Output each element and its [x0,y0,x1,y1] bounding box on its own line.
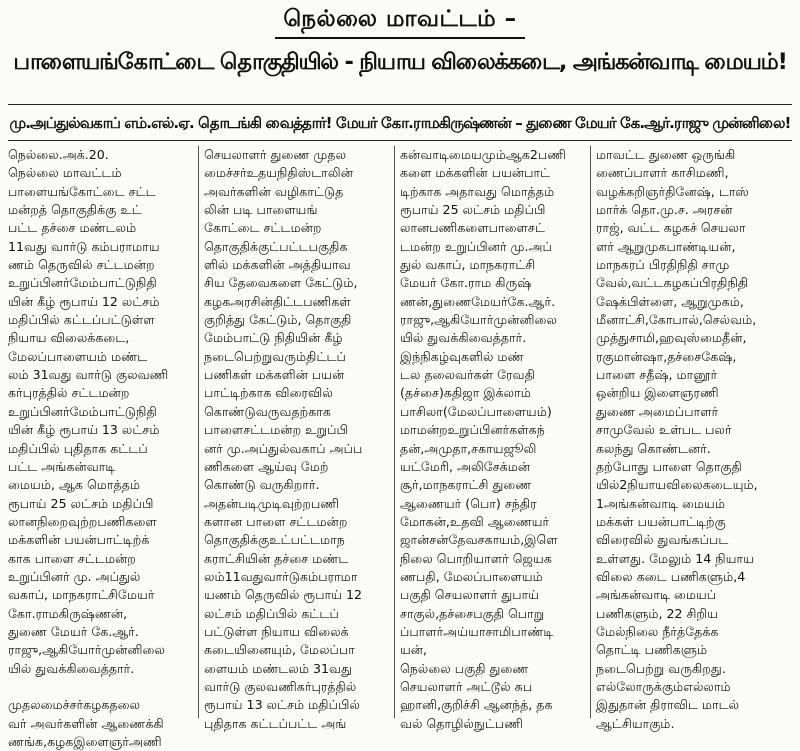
article-line: லானபணிகளைபாளைசட் [400,220,545,236]
article-line: யன், [400,642,428,658]
article-line: நெல்லை மாவட்டம் [8,165,122,181]
article-line: அவர்களின் வழிகாட்டுத [204,183,344,199]
article-line: மேயர் கோ.ராம கிருஷ் [400,275,532,291]
article-line: வகாப், மாநகராட்சிமேயர் [8,587,155,603]
rule-bottom [8,140,792,141]
article-line: சாகுல்,தச்சைபகுதி பொறு [400,605,545,621]
article-line: ணிகளை ஆய்வு மேற் [204,458,329,474]
article-line: லின் படி பாளையங் [204,202,318,218]
article-line [8,678,190,696]
article-line: செயலாளர் துணை முதல [204,147,347,162]
article-line: துணை அமைப்பாளர் [596,403,719,419]
article-line: நெல்லை பகுதி துணை [400,660,529,676]
article-line: கன்வாடிமையமும்ஆக2பணி [400,147,566,162]
article-line: ணபதி, மேலப்பாளையம் [400,568,543,584]
article-line: கொண்டு வருகிறார். [204,477,320,493]
article-line: பட்ட தச்சை மண்டலம் [8,220,137,236]
article-line: ஒன்றிய இளைஞரணி [596,385,719,401]
article-line: மக்களின் பயன்பாட்டிற்க் [8,532,150,548]
article-line: பட்ட அங்கன்வாடி [8,458,116,474]
section-kicker [0,6,800,39]
article-line: இதுதான் திராவிட மாடல் [596,697,740,713]
article-line: ணைப்பாளர் காசிமணி, [596,165,729,181]
article-line: செயலாளர் அட்டூல் சுப [400,678,533,694]
article-line: மார்க் தொ.மு.ச. அரசன் [596,202,733,218]
article-line: மோகன்,உதவி ஆணையர் [400,513,550,529]
article-line: சூர்,மாநகராட்சி துணை [400,477,532,493]
article-line: அங்கன்வாடி மையப் [596,587,717,603]
article-line: அதன்படிமுடிவுற்றபணி [204,495,340,511]
article-line: விலை கடை பணிகளும்,4 [596,568,746,584]
article-line: சாமுவேல் உள்பட பலர் [596,422,732,438]
article-line: களான பாளை சட்டமன்ற [204,513,348,529]
article-line: உறுப்பினர்மேம்பாட்டுநிதி [8,275,157,291]
article-line: ராஜ், வட்ட கழகச் செயலா [596,220,746,236]
article-line: னர் மு.அப்துல்வகாப் அப்ப [204,440,363,456]
article-line: மைச்சர்உதயநிதிஸ்டாலின் [204,165,353,181]
article-line: ணம் தெருவில் சட்டமன்ற [8,257,155,273]
article-line: மாவட்ட துணை ஒருங்கி [596,147,736,162]
article-line: கராட்சியின் தச்சை மண்ட [204,550,349,566]
article-line: ப்பாளர்அய்யாசாமிபாண்டி [400,623,554,639]
article-line: பாளை சதீஷ், மானூர் [596,367,718,383]
article-line: லம்11வதுவார்டுகம்பராமா [204,568,358,584]
article-line: கலந்து கொண்டனர். [596,440,711,456]
kicker-text: நெல்லை மாவட்டம் – [275,6,524,39]
article-line: யில்2நியாயவிலைகடையும், [596,477,758,493]
article-line: நியாய விலைக்கடை, [8,330,130,346]
article-line: ளில் மக்களின் அத்தியாவ [204,257,351,273]
article-line: மதிப்பில் கட்டப்பட்டுள்ள [8,312,155,328]
article-line: இந்நிகழ்வுகளில் மண் [400,348,524,364]
article-line: முதலமைச்சர்கழகதலை [8,697,141,713]
article-line: ணங்க,கழகஇளைஞர்அணி [8,734,162,749]
article-line: தொகுதிக்குஉட்பட்டமாந [204,532,345,548]
article-line: பாசிலா(மேலப்பாளையம்) [400,403,552,419]
article-line: பாளையங்கோட்டை சட்ட [8,183,156,199]
article-line: வார்டு குலவணிகர்புரத்தில் [204,678,357,694]
article-line: தன்,அமுதா,சகாயஜூலி [400,440,537,456]
article-line: பட்டுள்ள நியாய விலைக் [204,623,349,639]
article-line: கோட்டை சட்டமன்ற [204,220,322,236]
article-line: எல்லோருக்கும்எல்லாம் [596,678,731,694]
article-line: நடைபெற்றுவரும்திட்டப் [204,348,346,364]
article-line: கடையினையும், மேலப்பா [204,642,355,658]
article-line: கர்புரத்தில் சட்டமன்ற [8,385,130,401]
article-line: யின் கீழ் ரூபாய் 12 லட்சம் [8,293,160,309]
article-column-4 [596,146,778,731]
article-line: யில் துவக்கிவைத்தார். [400,330,527,346]
article-line: பணிகள் மக்களின் பயன் [204,367,345,383]
article-line: உறுப்பினர் மு. அப்துல் [8,568,141,584]
article-line: 1அங்கன்வாடி மையம் [596,495,725,511]
article-line: ஆட்சியாகும். [596,715,675,731]
article-line: டல தலைவர்கள் ரேவதி [400,367,535,383]
article-line: காக பாளை சட்டமன்ற [8,550,136,566]
article-line: வல் தொழில்நுட்பணி [400,715,523,731]
article-line: ரூபாய் 25 லட்சம் மதிப்பி [400,202,546,218]
article-line: மன்றத் தொகுதிக்கு உட் [8,202,142,218]
article-line: ளர் ஆறுமுகபாண்டியன், [596,238,736,254]
article-line: மேல்நிலை நீர்த்தேக்க [596,623,719,639]
article-line: தொகுதிக்குட்பட்டபகுதிக [204,238,348,254]
headline: பாளையங்கோட்டை தொகுதியில் - நியாய விலைக்கடை, அங்கன்வாடி மையம்! [13,49,787,75]
article-line: துணை மேயர் கே.ஆர். [8,623,139,639]
article-line: ரகுமான்ஷா,தச்சைகேஷ், [596,348,737,364]
article-line: யின் கீழ் ரூபாய் 13 லட்சம் [8,422,160,438]
article-line: தொட்டி பணிகளும் [596,642,708,658]
article-line: லானநிறைவுற்றபணிகளை [8,513,157,529]
article-line: யட்மேரி, அலிசேக்மன் [400,458,531,474]
article-line: லட்சம் மதிப்பில் கட்டப் [204,605,339,621]
article-line: மீனாட்சி,கோபால்,செல்வம், [596,312,757,328]
article-line: நெல்லை.அக்.20. [8,147,109,162]
article-line: யில் துவக்கிவைத்தார். [8,660,135,676]
article-column-1 [8,146,190,749]
article-line: நிலை பொறியாளர் ஜெயக [400,550,552,566]
column-divider [394,146,395,718]
article-line: மக்கள் பயன்பாட்டிற்கு [596,513,726,529]
article-line: மதிப்பில் புதிதாக கட்டப் [8,440,148,456]
article-column-2 [204,146,386,731]
article-line: யணம் தெருவில் ரூபாய் 12 [204,587,363,603]
article-line: கோ.ராமகிருஷ்ணன், [8,605,128,621]
article-line: மேலப்பாளையம் மண்ட [8,348,148,364]
article-line: துல் வகாப், மாநகராட்சி [400,257,536,273]
article-line: (தச்சை)கதிஜா இக்லாம் [400,385,531,401]
article-line: விரைவில் துவங்கப்பட [596,532,729,548]
column-divider [198,146,199,718]
article-line: ஜான்சன்தேவசகாயம்,இளெ [400,532,558,548]
article-line: ராஜு,ஆகியோர்முன்னிலை [400,312,557,328]
article-line: பாளைசட்டமன்ற உறுப்பி [204,422,348,438]
article-line: லம் 31வது வார்டு குலவணி [8,367,169,383]
article-column-3 [400,146,582,731]
article-line: டிற்காக அதாவது மொத்தம் [400,183,555,199]
article-line: வேல்,வட்டகழகப்பிரதிநிதி [596,275,749,291]
article-line: உறுப்பினர்மேம்பாட்டுநிதி [8,403,157,419]
article-line: நடைபெற்று வருகிறது. [596,660,726,676]
article-line: ணன்,துணைமேயர்கே.ஆர். [400,293,556,309]
article-line: வர் அவர்களின் ஆணைக்கி [8,715,164,731]
article-line: ஆணையர் (பொ) சந்திர [400,495,537,511]
article-line: ளையம் மண்டலம் 31வது [204,660,352,676]
article-line: குறித்து கேட்டும், தொகுதி [204,312,352,328]
article-line: ஹானி,குறிச்சி ஆனந்த், தக [400,697,553,713]
article-line: பணிகளும், 22 சிறிய [596,605,719,621]
article-line: புதிதாக கட்டப்பட்ட அங் [204,715,347,731]
article-line: கழகஅரசின்திட்டபணிகள் [204,293,351,309]
article-line: மாநகரப் பிரதிநிதி சாமு [596,257,730,273]
article-line: 11வது வார்டு கம்பராமாய [8,238,160,254]
article-line: ஷேக்பிள்ளை, ஆறுமுகம், [596,293,744,309]
subheadline: மு.அப்துல்வகாப் எம்.எல்.ஏ. தொடங்கி வைத்தார்! மேயர் கோ.ராமகிருஷ்ணன் – துணை மேயர் கே.ஆர்.ராஜு முன்னிலை! [9,114,791,132]
article-line: டமன்ற உறுப்பினர் மு.அப் [400,238,552,254]
article-line: முத்துசாமி,ஹவுஸ்மைதீன், [596,330,747,346]
article-body [8,146,796,749]
article-line: பகுதி செயலாளர் துபாய் [400,587,540,603]
article-line: ராஜு,ஆகியோர்முன்னிலை [8,642,165,658]
article-line: மையம், ஆக மொத்தம் [8,477,141,493]
article-line: தற்போது பாளை தொகுதி [596,458,742,474]
article-line: மேம்பாட்டு நிதியின் கீழ் [204,330,343,346]
article-line: உள்ளது. மேலும் 14 நியாய [596,550,754,566]
article-line: வழக்கறிஞர்தினேஷ், டாஸ் [596,183,749,199]
column-divider [590,146,591,718]
article-line: ரூபாய் 25 லட்சம் மதிப்பி [8,495,154,511]
article-line: கொண்டுவருவதற்காக [204,403,331,419]
rule-top [8,104,792,105]
article-line: மாமன்றஉறுப்பினர்கள்கந் [400,422,545,438]
article-line: ரூபாய் 13 லட்சம் மதிப்பில் [204,697,360,713]
article-line: பாட்டிற்காக விரைவில் [204,385,333,401]
article-line: சிய தேவைகளை கேட்டும், [204,275,358,291]
article-line: களை மக்களின் பயன்பாட் [400,165,551,181]
